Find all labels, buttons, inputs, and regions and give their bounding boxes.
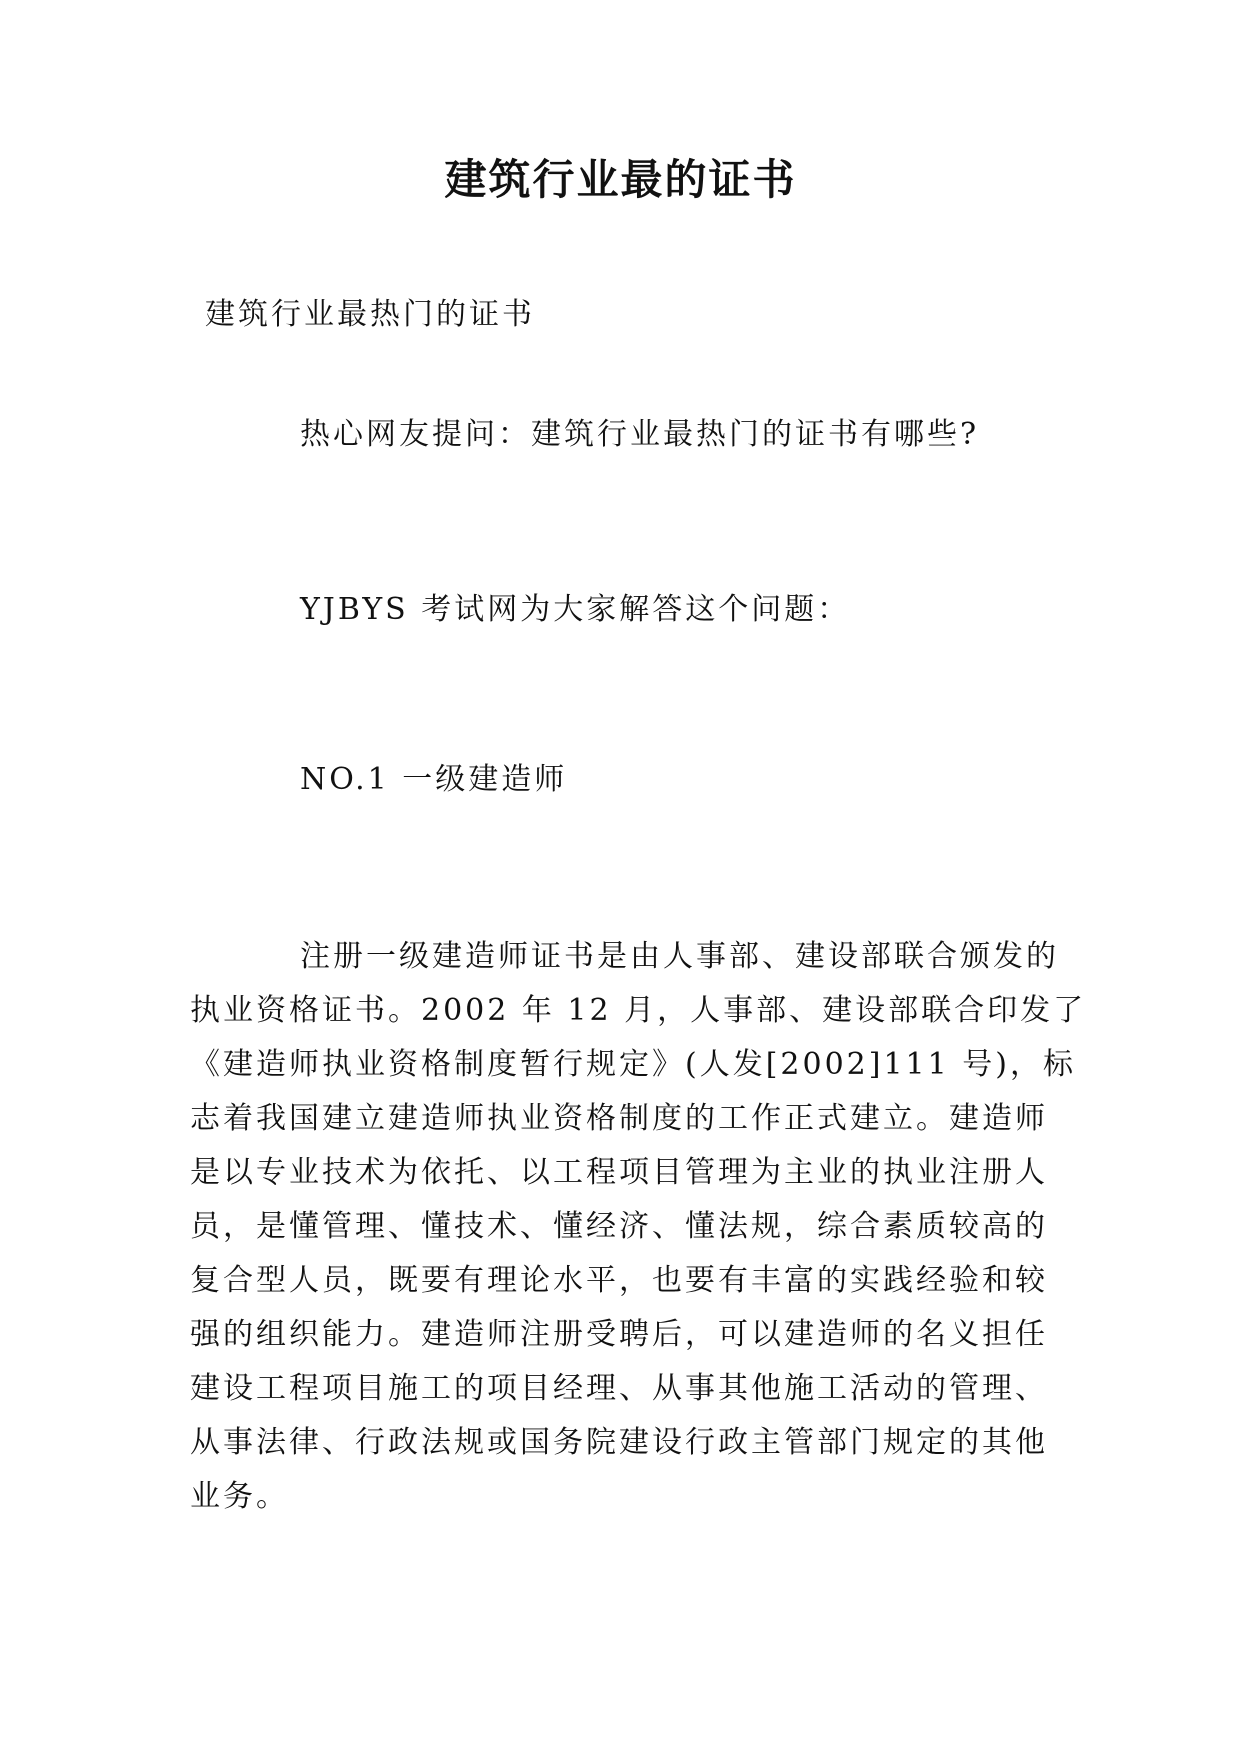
body-line: 业务。: [190, 1479, 289, 1514]
question-paragraph: 热心网友提问：建筑行业最热门的证书有哪些?: [300, 417, 980, 452]
answer-intro-paragraph: YJBYS 考试网为大家解答这个问题：: [300, 592, 851, 627]
document-subtitle: 建筑行业最热门的证书: [205, 297, 535, 332]
body-line: 建设工程项目施工的项目经理、从事其他施工活动的管理、: [190, 1371, 1048, 1406]
section-heading: NO.1 一级建造师: [300, 762, 568, 797]
body-line: 强的组织能力。建造师注册受聘后，可以建造师的名义担任: [190, 1317, 1048, 1352]
body-paragraph: [190, 930, 1087, 1524]
body-line: 员，是懂管理、懂技术、懂经济、懂法规，综合素质较高的: [190, 1209, 1048, 1244]
body-line: 执业资格证书。2002 年 12 月，人事部、建设部联合印发了: [190, 993, 1087, 1028]
body-line: 复合型人员，既要有理论水平，也要有丰富的实践经验和较: [190, 1263, 1048, 1298]
body-line: 注册一级建造师证书是由人事部、建设部联合颁发的: [300, 939, 1059, 974]
body-line: 从事法律、行政法规或国务院建设行政主管部门规定的其他: [190, 1425, 1048, 1460]
body-line: 志着我国建立建造师执业资格制度的工作正式建立。建造师: [190, 1101, 1048, 1136]
body-line: 是以专业技术为依托、以工程项目管理为主业的执业注册人: [190, 1155, 1048, 1190]
document-title: 建筑行业最的证书: [444, 155, 797, 204]
body-line: 《建造师执业资格制度暂行规定》(人发[2002]111 号)，标: [190, 1047, 1076, 1082]
